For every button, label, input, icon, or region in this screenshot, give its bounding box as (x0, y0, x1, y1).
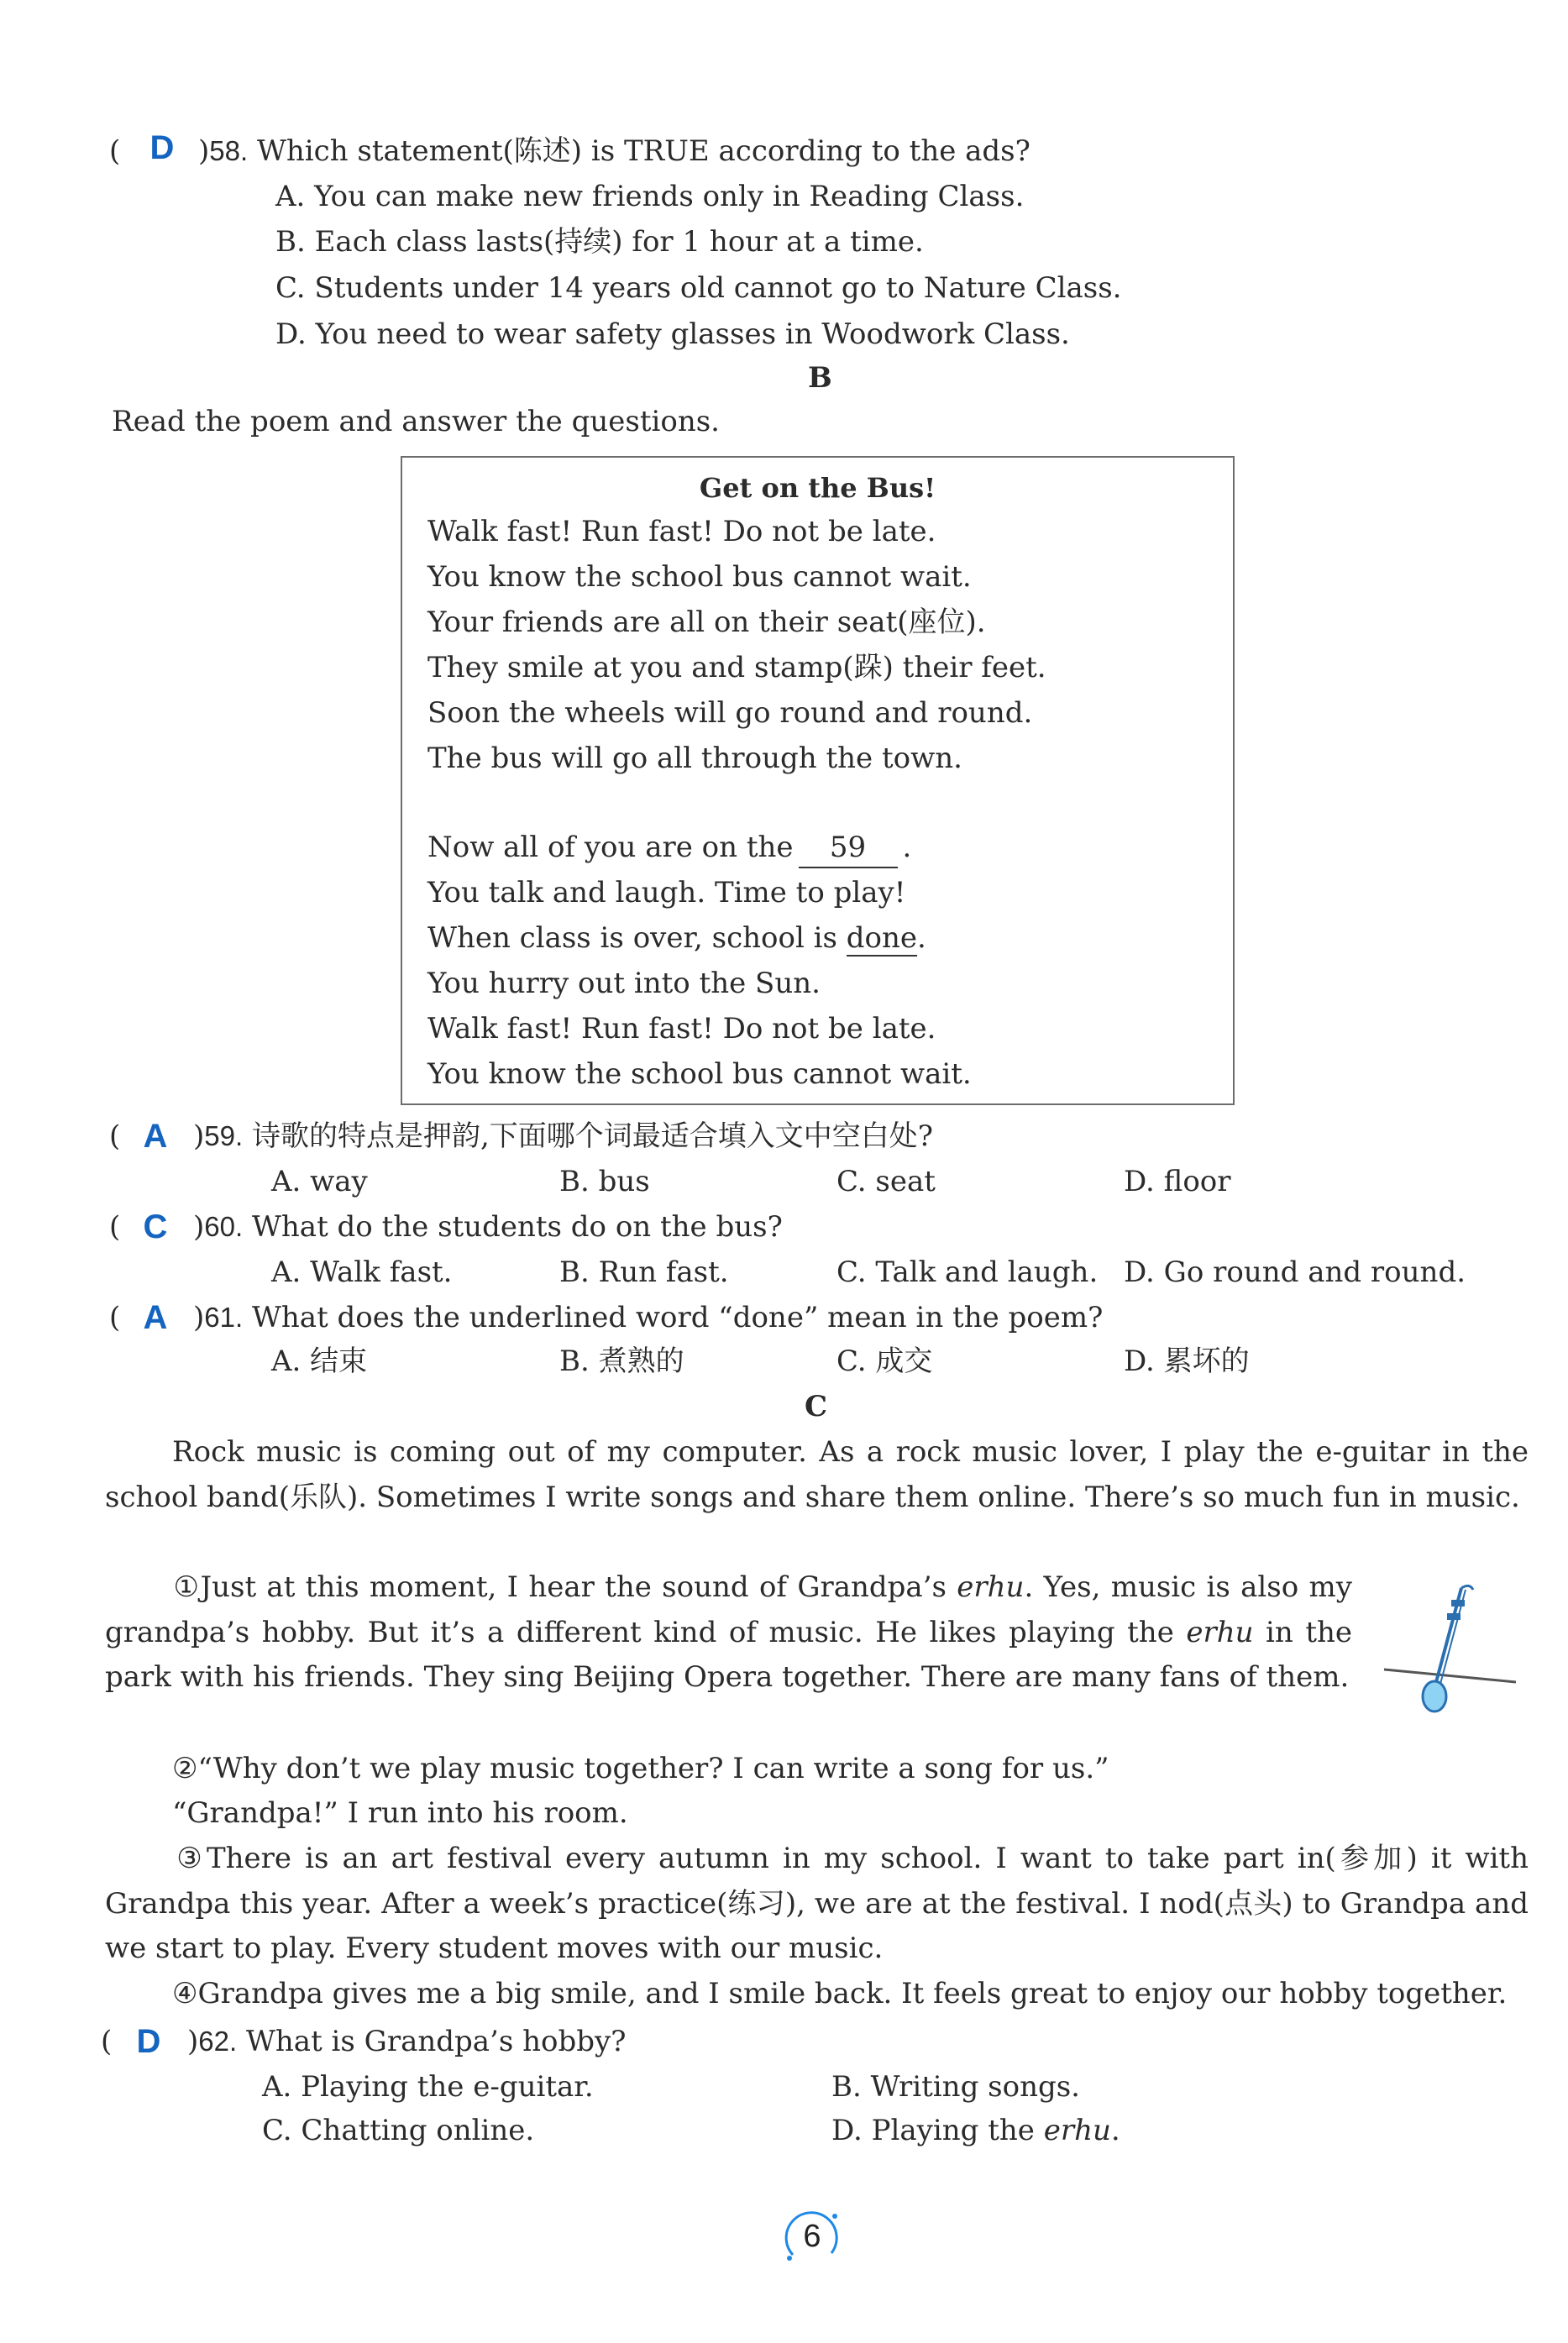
option-61c: C. 成交 (836, 1344, 933, 1378)
poem-line: You know the school bus cannot wait. (427, 1057, 972, 1091)
section-b-instruction: Read the poem and answer the questions. (112, 405, 720, 438)
question-stem: 诗歌的特点是押韵,下面哪个词最适合填入文中空白处? (251, 1119, 933, 1153)
italic-erhu: erhu (1186, 1615, 1254, 1649)
option-59d: D. floor (1124, 1165, 1231, 1198)
question-number: 59. (204, 1120, 244, 1151)
answer-60: C (143, 1208, 168, 1245)
option-61b: B. 煮熟的 (559, 1344, 684, 1378)
poem-line: Walk fast! Run fast! Do not be late. (427, 1012, 936, 1046)
option-59b: B. bus (559, 1165, 650, 1198)
question-number: 60. (204, 1211, 244, 1242)
option-62a: A. Playing the e-guitar. (262, 2070, 594, 2104)
paren-open: ( (109, 1119, 121, 1153)
poem-line: The bus will go all through the town. (427, 742, 962, 775)
question-58: )58. Which statement(陈述) is TRUE according to the ads? (198, 134, 1030, 168)
question-stem: What is Grandpa’s hobby? (245, 2025, 627, 2058)
question-number: 58. (209, 135, 249, 166)
page-number-badge (781, 2204, 843, 2267)
paragraph-5 (105, 1837, 1529, 1972)
paragraph-4 (105, 1791, 1529, 1837)
poem-text: . (917, 921, 926, 955)
option-61a: A. 结束 (271, 1344, 368, 1378)
answer-58: D (149, 129, 175, 166)
paragraph-text: in the park with his friends. They sing Beijing Opera together. There are many fans of them. (105, 1615, 1353, 1694)
question-60: )60. What do the students do on the bus? (193, 1210, 783, 1244)
question-number: 61. (204, 1302, 244, 1333)
option-61d: D. 累坏的 (1124, 1344, 1250, 1378)
option-62c: C. Chatting online. (262, 2114, 535, 2147)
option-59c: C. seat (836, 1165, 936, 1198)
paragraph-text: ③There is an art festival every autumn in my school. I want to take part in(参加) it with Grandpa this year. After a week’s practice(练习), we are at the festival. I nod(点头) to Grandpa and we start to play. Every student moves with our music. (105, 1842, 1529, 1965)
paren-open: ( (101, 2025, 113, 2058)
option-60c: C. Talk and laugh. (836, 1255, 1099, 1289)
poem-text: . (902, 831, 912, 864)
poem-line: Your friends are all on their seat(座位). (427, 605, 986, 639)
option-text: D. Playing the (831, 2114, 1044, 2147)
poem-text: Now all of you are on the (427, 831, 794, 864)
option-58a: A. You can make new friends only in Reading Class. (275, 180, 1025, 213)
question-62: )62. What is Grandpa’s hobby? (187, 2025, 627, 2058)
paragraph-text: ①Just at this moment, I hear the sound of Grandpa’s (172, 1570, 957, 1604)
option-59a: A. way (271, 1165, 368, 1198)
poem-title: Get on the Bus! (699, 472, 936, 504)
question-59: )59. 诗歌的特点是押韵,下面哪个词最适合填入文中空白处? (193, 1119, 933, 1153)
option-60d: D. Go round and round. (1124, 1255, 1466, 1289)
paragraph-text: “Grandpa!” I run into his room. (172, 1796, 628, 1830)
section-c-label: C (805, 1390, 828, 1423)
option-58c: C. Students under 14 years old cannot go to Nature Class. (275, 271, 1122, 305)
option-62d (831, 2111, 1120, 2150)
paren-open: ( (109, 1301, 121, 1334)
italic-erhu: erhu (1043, 2114, 1111, 2147)
question-61: )61. What does the underlined word “done” mean in the poem? (193, 1301, 1104, 1334)
paragraph-text: . Yes, music is also my grandpa’s hobby. But it’s a different kind of music. He likes playing the (105, 1570, 1352, 1649)
option-text: . (1110, 2114, 1120, 2147)
paragraph-2 (105, 1565, 1352, 1701)
option-58d: D. You need to wear safety glasses in Woodwork Class. (275, 317, 1070, 351)
question-stem: Which statement(陈述) is TRUE according to the ads? (256, 134, 1030, 168)
underlined-word-done: done (846, 921, 918, 955)
poem-line-underlined (427, 919, 926, 957)
paren-open: ( (109, 134, 121, 168)
option-62b: B. Writing songs. (831, 2070, 1080, 2104)
poem-box (401, 456, 1235, 1105)
option-60b: B. Run fast. (559, 1255, 729, 1289)
italic-erhu: erhu (957, 1570, 1025, 1604)
poem-line: They smile at you and stamp(跺) their feet. (427, 651, 1046, 684)
poem-line: You hurry out into the Sun. (427, 967, 821, 1000)
question-stem: What does the underlined word “done” mean in the poem? (251, 1301, 1104, 1334)
option-58b: B. Each class lasts(持续) for 1 hour at a time. (275, 225, 924, 259)
paragraph-3 (105, 1747, 1529, 1792)
paragraph-1 (105, 1430, 1529, 1520)
paragraph-6 (105, 1972, 1533, 2017)
answer-62: D (136, 2023, 161, 2060)
question-stem: What do the students do on the bus? (251, 1210, 783, 1244)
answer-61: A (143, 1299, 168, 1336)
poem-text: When class is over, school is (427, 921, 847, 955)
question-number: 62. (198, 2026, 238, 2057)
erhu-illustration-icon (1377, 1583, 1529, 1717)
poem-line-with-blank (427, 828, 911, 868)
page-number: 6 (803, 2219, 821, 2254)
paragraph-text: ④Grandpa gives me a big smile, and I smile back. It feels great to enjoy our hobby together. (172, 1977, 1508, 2010)
paren-open: ( (109, 1210, 121, 1244)
poem-line: Soon the wheels will go round and round. (427, 696, 1033, 730)
section-b-label: B (808, 361, 832, 395)
paragraph-text: Rock music is coming out of my computer. As a rock music lover, I play the e-guitar in the school band(乐队). Sometimes I write songs and share them online. There’s so much fun in music. (105, 1435, 1529, 1514)
poem-line: You know the school bus cannot wait. (427, 560, 972, 594)
answer-59: A (143, 1118, 168, 1155)
blank-59: 59 (799, 828, 898, 868)
paragraph-text: ②“Why don’t we play music together? I can write a song for us.” (172, 1752, 1109, 1785)
option-60a: A. Walk fast. (271, 1255, 453, 1289)
poem-line: You talk and laugh. Time to play! (427, 876, 906, 909)
poem-line: Walk fast! Run fast! Do not be late. (427, 515, 936, 548)
